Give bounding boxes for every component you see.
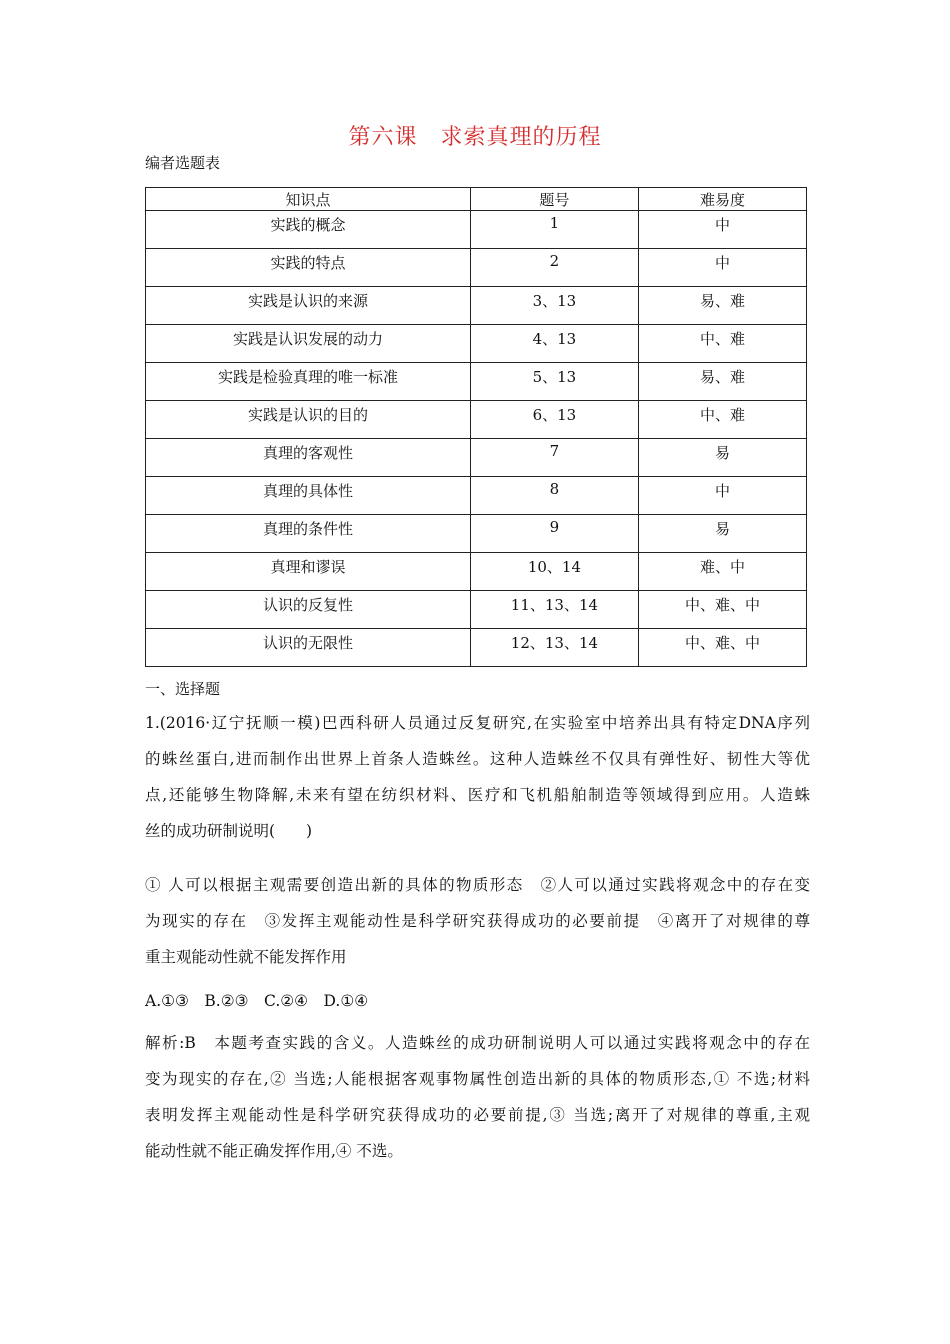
analysis-line: 能动性就不能正确发挥作用,④ 不选。 xyxy=(145,1142,403,1160)
cell-knowledge-point: 实践的特点 xyxy=(146,249,471,287)
option-line: ① 人可以根据主观需要创造出新的具体的物质形态 ②人可以通过实践将观念中的存在变 xyxy=(145,876,810,894)
question-stem xyxy=(145,705,810,849)
cell-question-number: 1 xyxy=(470,211,638,249)
table-row xyxy=(146,439,807,477)
cell-question-number: 7 xyxy=(470,439,638,477)
table-row xyxy=(146,629,807,667)
choices-line: A.①③ B.②③ C.②④ D.①④ xyxy=(145,992,369,1010)
cell-knowledge-point: 实践是检验真理的唯一标准 xyxy=(146,363,471,401)
header-question-number: 题号 xyxy=(470,188,638,211)
cell-difficulty: 易 xyxy=(638,439,806,477)
cell-difficulty: 中、难 xyxy=(638,325,806,363)
cell-difficulty: 易 xyxy=(638,515,806,553)
section-heading: 一、选择题 xyxy=(145,680,221,698)
cell-difficulty: 中、难 xyxy=(638,401,806,439)
cell-question-number: 5、13 xyxy=(470,363,638,401)
option-line: 为现实的存在 ③发挥主观能动性是科学研究获得成功的必要前提 ④离开了对规律的尊 xyxy=(145,912,810,930)
cell-knowledge-point: 实践是认识的来源 xyxy=(146,287,471,325)
table-row xyxy=(146,515,807,553)
table-row xyxy=(146,591,807,629)
cell-question-number: 3、13 xyxy=(470,287,638,325)
cell-difficulty: 中、难、中 xyxy=(638,629,806,667)
option-line: 重主观能动性就不能发挥作用 xyxy=(145,948,347,966)
table-row xyxy=(146,477,807,515)
cell-question-number: 12、13、14 xyxy=(470,629,638,667)
analysis-line: 表明发挥主观能动性是科学研究获得成功的必要前提,③ 当选;离开了对规律的尊重,主观 xyxy=(145,1106,810,1124)
page-title: 第六课 求索真理的历程 xyxy=(348,125,602,150)
topic-selection-table xyxy=(145,187,807,667)
cell-knowledge-point: 实践是认识的目的 xyxy=(146,401,471,439)
cell-knowledge-point: 真理的具体性 xyxy=(146,477,471,515)
question-options xyxy=(145,867,810,975)
cell-knowledge-point: 实践是认识发展的动力 xyxy=(146,325,471,363)
cell-difficulty: 中 xyxy=(638,211,806,249)
cell-question-number: 9 xyxy=(470,515,638,553)
table-row xyxy=(146,553,807,591)
cell-knowledge-point: 真理的条件性 xyxy=(146,515,471,553)
cell-difficulty: 中 xyxy=(638,477,806,515)
table-row xyxy=(146,249,807,287)
cell-knowledge-point: 实践的概念 xyxy=(146,211,471,249)
header-difficulty: 难易度 xyxy=(638,188,806,211)
cell-knowledge-point: 真理和谬误 xyxy=(146,553,471,591)
cell-question-number: 8 xyxy=(470,477,638,515)
analysis xyxy=(145,1025,810,1169)
cell-question-number: 11、13、14 xyxy=(470,591,638,629)
table-caption: 编者选题表 xyxy=(145,154,221,172)
table-header-row xyxy=(146,188,807,211)
cell-difficulty: 易、难 xyxy=(638,363,806,401)
table-row xyxy=(146,287,807,325)
header-knowledge-point: 知识点 xyxy=(146,188,471,211)
question-line: 的蛛丝蛋白,进而制作出世界上首条人造蛛丝。这种人造蛛丝不仅具有弹性好、韧性大等优 xyxy=(145,750,810,768)
cell-difficulty: 中 xyxy=(638,249,806,287)
question-line: 1.(2016·辽宁抚顺一模)巴西科研人员通过反复研究,在实验室中培养出具有特定DNA序列 xyxy=(145,714,810,732)
cell-knowledge-point: 认识的反复性 xyxy=(146,591,471,629)
table-row xyxy=(146,211,807,249)
cell-knowledge-point: 真理的客观性 xyxy=(146,439,471,477)
question-line: 点,还能够生物降解,未来有望在纺织材料、医疗和飞机船舶制造等领域得到应用。人造蛛 xyxy=(145,786,810,804)
analysis-line: 解析:B 本题考查实践的含义。人造蛛丝的成功研制说明人可以通过实践将观念中的存在 xyxy=(145,1034,810,1052)
table-row xyxy=(146,401,807,439)
cell-question-number: 10、14 xyxy=(470,553,638,591)
cell-knowledge-point: 认识的无限性 xyxy=(146,629,471,667)
cell-difficulty: 中、难、中 xyxy=(638,591,806,629)
cell-question-number: 4、13 xyxy=(470,325,638,363)
cell-difficulty: 易、难 xyxy=(638,287,806,325)
answer-choices xyxy=(145,983,810,1019)
table-row xyxy=(146,325,807,363)
table-row xyxy=(146,363,807,401)
cell-difficulty: 难、中 xyxy=(638,553,806,591)
analysis-line: 变为现实的存在,② 当选;人能根据客观事物属性创造出新的具体的物质形态,① 不选;材料 xyxy=(145,1070,810,1088)
question-line: 丝的成功研制说明( ) xyxy=(145,822,313,840)
cell-question-number: 6、13 xyxy=(470,401,638,439)
cell-question-number: 2 xyxy=(470,249,638,287)
